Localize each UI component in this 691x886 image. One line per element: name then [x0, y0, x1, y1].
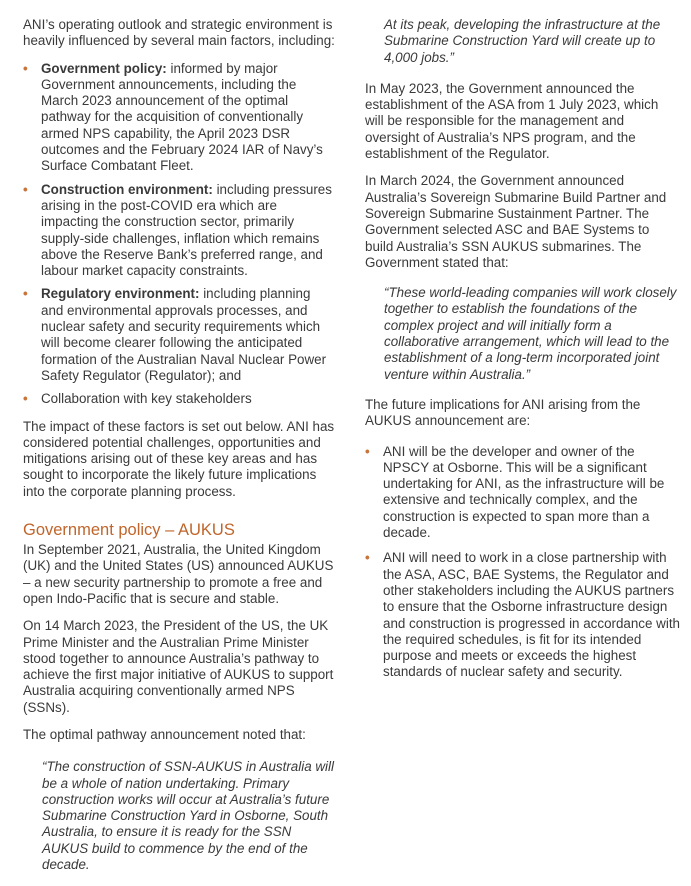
right-column [365, 17, 680, 692]
list-item [23, 182, 335, 280]
partners-paragraph: In March 2024, the Government announced Australia’s Sovereign Submarine Build Partner and Sovereign Submarine Sustainment Partner. The Government selected ASC and BAE Systems to build Australia’s SSN AUKUS submarines. The Government stated that: [365, 173, 667, 270]
factor-list [23, 61, 335, 408]
factor-text: including planning and environmental approvals processes, and nuclear safety and security requirements which will become clearer following the anticipated formation of the Australian Naval Nuclear Power Safety Regulator (Regulator); and [41, 286, 327, 383]
pathway-quote: “The construction of SSN-AUKUS in Australia will be a whole of nation undertaking. Primary construction works will occur at Australia’s future Submarine Construction Yard in Osborne, South Australia, to ensure it is ready for the SSN AUKUS build to commence by the end of the decade. [42, 759, 334, 873]
bullet-icon: • [23, 181, 28, 197]
intro-paragraph: ANI’s operating outlook and strategic environment is heavily influenced by several main factors, including: [23, 17, 335, 49]
asa-paragraph: In May 2023, the Government announced the establishment of the ASA from 1 July 2023, which will be responsible for the management and oversight of Australia’s NPS program, and the establishment of the Regulator. [365, 80, 659, 162]
factor-text: including pressures arising in the post-COVID era which are impacting the construction sector, primarily supply-side challenges, inflation which remains above the Reserve Bank’s preferred range, and labour market capacity constraints. [41, 181, 332, 279]
list-item [23, 61, 335, 175]
bullet-icon: • [23, 60, 28, 76]
list-item [23, 391, 335, 407]
list-item [23, 286, 335, 384]
factor-label: Regulatory environment: [41, 286, 200, 302]
list-item [365, 444, 680, 542]
factor-text: informed by major Government announcements, including the March 2023 announcement of the optimal pathway for the acquisition of conventionally armed NPS capability, the April 2023 DSR outcomes and the February 2024 IAR of Navy’s Surface Combatant Fleet. [41, 60, 323, 174]
factor-text: Collaboration with key stakeholders [41, 391, 252, 407]
implication-text: ANI will be the developer and owner of the NPSCY at Osborne. This will be a significant undertaking for ANI, as the infrastructure will be extensive and technically complex, and the construction is expected to span more than a decade. [383, 443, 665, 541]
implications-intro: The future implications for ANI arising from the AUKUS announcement are: [365, 396, 641, 429]
impact-paragraph: The impact of these factors is set out below. ANI has considered potential challenges, opportunities and mitigations arising out of these key areas and has sought to incorporate the likely future implications into the corporate planning process. [23, 418, 335, 499]
implication-text: ANI will need to work in a close partnership with the ASA, ASC, BAE Systems, the Regulator and other stakeholders including the AUKUS partners to ensure that the Osborne infrastructure design and construction is progressed in accordance with the required schedules, is fit for its intended purpose and meets or exceeds the highest standards of nuclear safety and security. [383, 550, 680, 680]
left-column [23, 17, 335, 884]
partners-quote: “These world-leading companies will work closely together to establish the foundations of the complex project and will initially form a collaborative arrangement, which will lead to the establishment of a long-term incorporated joint venture within Australia.” [384, 285, 677, 382]
aukus-paragraph: In September 2021, Australia, the United Kingdom (UK) and the United States (US) announced AUKUS – a new security partnership to promote a free and open Indo-Pacific that is secure and stable. [23, 542, 334, 606]
implications-list [365, 444, 680, 681]
pathway-paragraph: On 14 March 2023, the President of the US, the UK Prime Minister and the Australian Prime Minister stood together to announce Australia’s pathway to achieve the first major initiative of AUKUS to support Australia acquiring conventionally armed NPS (SSNs). [23, 618, 334, 715]
jobs-quote: At its peak, developing the infrastructure at the Submarine Construction Yard will create up to 4,000 jobs.” [384, 17, 661, 65]
bullet-icon: • [23, 286, 28, 302]
factor-label: Construction environment: [41, 181, 213, 197]
optimal-pathway-paragraph: The optimal pathway announcement noted that: [23, 726, 306, 742]
factor-label: Government policy: [41, 60, 167, 76]
section-heading: Government policy – AUKUS [23, 521, 235, 540]
bullet-icon: • [365, 443, 370, 459]
bullet-icon: • [365, 550, 370, 566]
list-item [365, 550, 680, 680]
bullet-icon: • [23, 391, 28, 407]
